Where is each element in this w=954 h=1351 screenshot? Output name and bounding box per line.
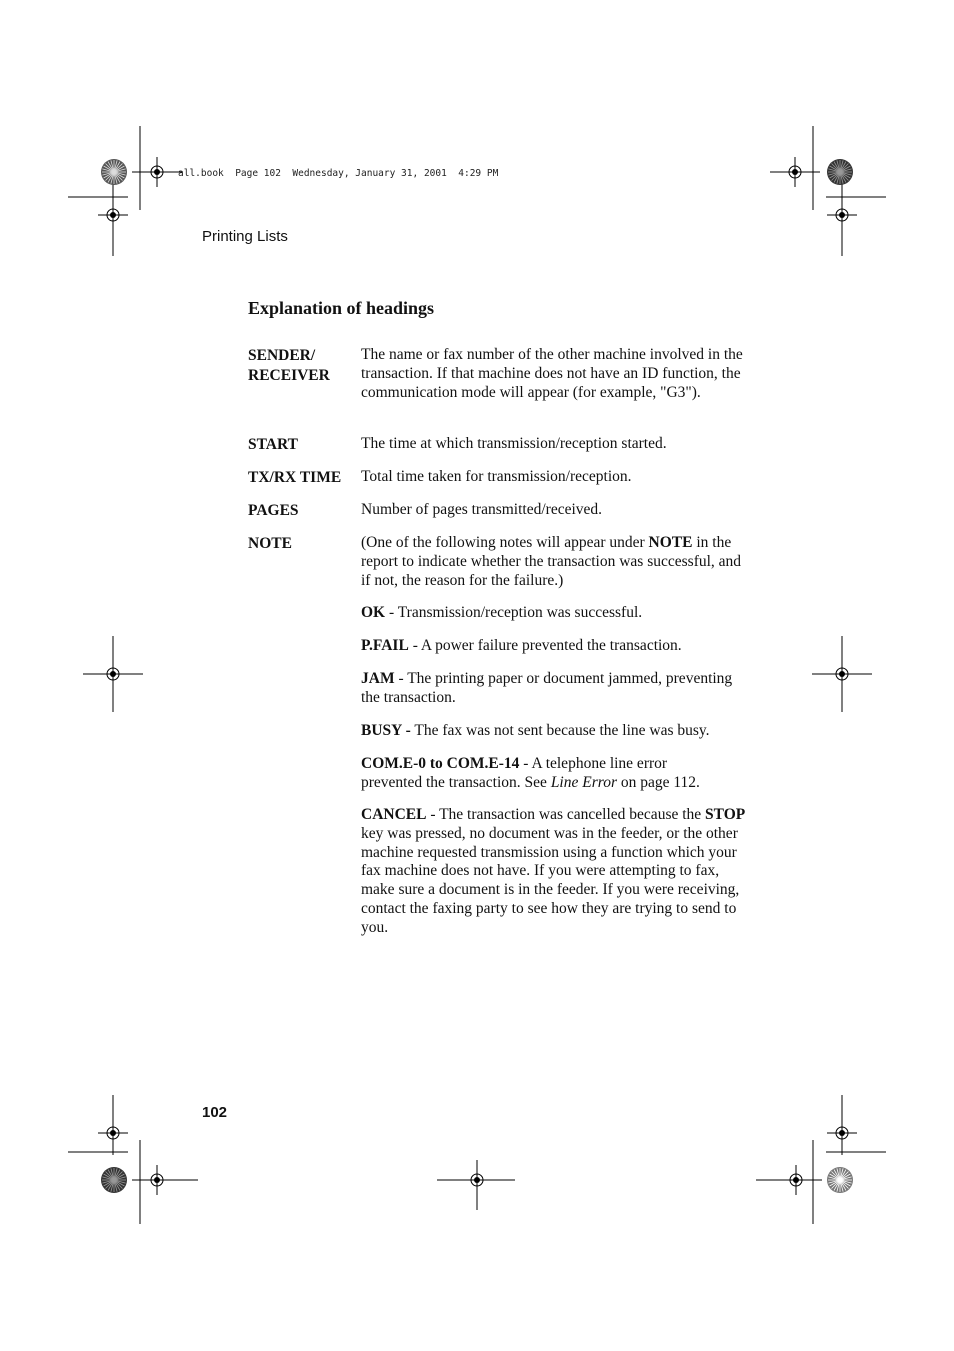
registration-crosshair-icon: [132, 157, 182, 187]
registration-crosshair-icon: [827, 180, 857, 256]
page-number: 102: [202, 1104, 228, 1121]
starburst-target-icon: [826, 1166, 854, 1194]
desc-pages: Number of pages transmitted/received.: [361, 501, 603, 518]
term-pages: PAGES: [248, 502, 299, 519]
note-ok: OK - Transmission/reception was successful.: [361, 604, 643, 621]
starburst-target-icon: [826, 158, 854, 186]
registration-crosshair-icon: [770, 157, 820, 187]
registration-crosshair-icon: [812, 636, 872, 712]
section-title: Explanation of headings: [248, 298, 435, 318]
note-pfail: P.FAIL - A power failure prevented the transaction.: [361, 637, 682, 654]
starburst-target-icon: [100, 1166, 128, 1194]
registration-crosshair-icon: [83, 636, 143, 712]
desc-note: (One of the following notes will appear under NOTE in the report to indicate whether the transaction was successful, and if not, the reason for the failure.): [361, 534, 742, 589]
book-slug: all.book Page 102 Wednesday, January 31, 2001 4:29 PM: [178, 168, 499, 179]
registration-crosshair-icon: [98, 180, 128, 256]
term-txrx-time: TX/RX TIME: [248, 469, 342, 486]
note-jam: JAM - The printing paper or document jammed, preventing the transaction.: [361, 670, 733, 706]
registration-crosshair-icon: [132, 1165, 198, 1195]
note-busy: BUSY - The fax was not sent because the line was busy.: [361, 722, 710, 739]
registration-crosshair-icon: [437, 1160, 515, 1210]
term-sender-receiver: SENDER/ RECEIVER: [248, 347, 330, 384]
term-start: START: [248, 436, 298, 453]
desc-start: The time at which transmission/reception started.: [361, 435, 667, 452]
note-com-error: COM.E-0 to COM.E-14 - A telephone line error prevented the transaction. See Line Error on page 112.: [361, 755, 700, 791]
note-cancel: CANCEL - The transaction was cancelled because the STOP key was pressed, no document was in the feeder, or the other machine requested transmission using a function which your fax machine does not have. If you were attempting to fax, make sure a document is in the feeder. If you were receiving, contact the faxing party to see how they are trying to send to you.: [361, 806, 746, 936]
registration-crosshair-icon: [756, 1165, 822, 1195]
registration-crosshair-icon: [98, 1095, 128, 1155]
cross-reference-link: Line Error: [550, 773, 617, 791]
term-note: NOTE: [248, 535, 292, 552]
starburst-target-icon: [100, 158, 128, 186]
running-header: Printing Lists: [202, 228, 288, 245]
registration-crosshair-icon: [827, 1095, 857, 1155]
desc-txrx-time: Total time taken for transmission/reception.: [361, 468, 632, 485]
desc-sender-receiver: The name or fax number of the other machine involved in the transaction. If that machine does not have an ID function, the communication mode will appear (for example, "G3").: [361, 346, 743, 401]
